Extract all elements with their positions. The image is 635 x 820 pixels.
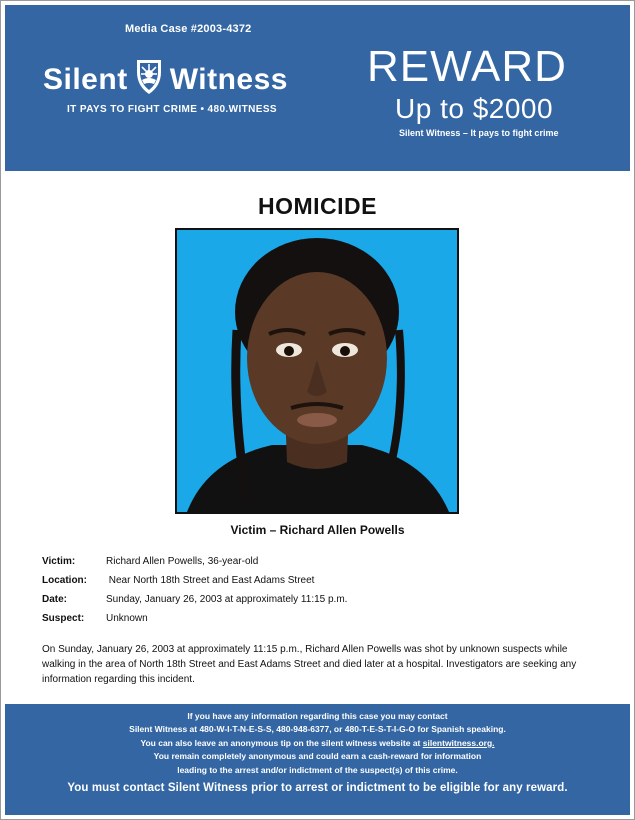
detail-label: Victim: <box>42 556 76 567</box>
reward-title: REWARD <box>367 42 567 91</box>
detail-label: Location: <box>42 575 87 586</box>
detail-value: Richard Allen Powells, 36-year-old <box>106 556 259 567</box>
crime-title: HOMICIDE <box>258 193 377 219</box>
contact-line: leading to the arrest and/or indictment of the suspect(s) of this crime. <box>177 764 458 775</box>
website-prefix: You can also leave an anonymous tip on the silent witness website at <box>140 737 423 748</box>
media-case-number: Media Case #2003-4372 <box>125 23 252 35</box>
photo-caption: Victim – Richard Allen Powells <box>230 523 405 537</box>
case-details <box>42 552 347 628</box>
detail-row-suspect <box>42 609 347 628</box>
header-banner <box>5 5 630 171</box>
detail-row-date <box>42 590 347 609</box>
contact-line-website <box>5 737 630 750</box>
victim-portrait-image <box>177 230 457 512</box>
detail-value: Sunday, January 26, 2003 at approximately 11:15 p.m. <box>106 594 348 605</box>
case-narrative: On Sunday, January 26, 2003 at approximately 11:15 p.m., Richard Allen Powells was shot by unknown suspects while walking in the area of North 18th Street and East Adams Street and died later at a hospital. Investigators are seeking any information regarding this incident. <box>42 644 577 685</box>
eligibility-notice: You must contact Silent Witness prior to arrest or indictment to be eligible for any reward. <box>67 782 568 795</box>
sun-emblem-icon <box>134 56 164 96</box>
detail-value: Unknown <box>106 613 148 624</box>
logo-tagline: IT PAYS TO FIGHT CRIME • 480.WITNESS <box>67 104 277 115</box>
website-link[interactable]: silentwitness.org. <box>422 737 495 748</box>
detail-label: Date: <box>42 594 68 605</box>
detail-row-location <box>42 571 347 590</box>
detail-row-victim <box>42 552 347 571</box>
logo-word-silent: Silent <box>43 63 128 96</box>
logo-word-witness: Witness <box>169 63 288 96</box>
contact-line: If you have any information regarding this case you may contact <box>187 711 448 721</box>
footer-banner <box>5 704 630 815</box>
contact-line: You remain completely anonymous and could earn a cash-reward for information <box>153 751 482 762</box>
detail-label: Suspect: <box>42 613 85 624</box>
silent-witness-logo <box>43 57 288 103</box>
reward-amount: Up to $2000 <box>395 93 554 124</box>
reward-subtitle: Silent Witness – It pays to fight crime <box>399 128 559 138</box>
detail-value: Near North 18th Street and East Adams Street <box>106 575 315 586</box>
victim-photo <box>175 228 459 514</box>
contact-information <box>5 704 630 777</box>
contact-line: Silent Witness at 480-W-I-T-N-E-S-S, 480-948-6377, or 480-T-E-S-T-I-G-O for Spanish speaking. <box>129 724 506 735</box>
